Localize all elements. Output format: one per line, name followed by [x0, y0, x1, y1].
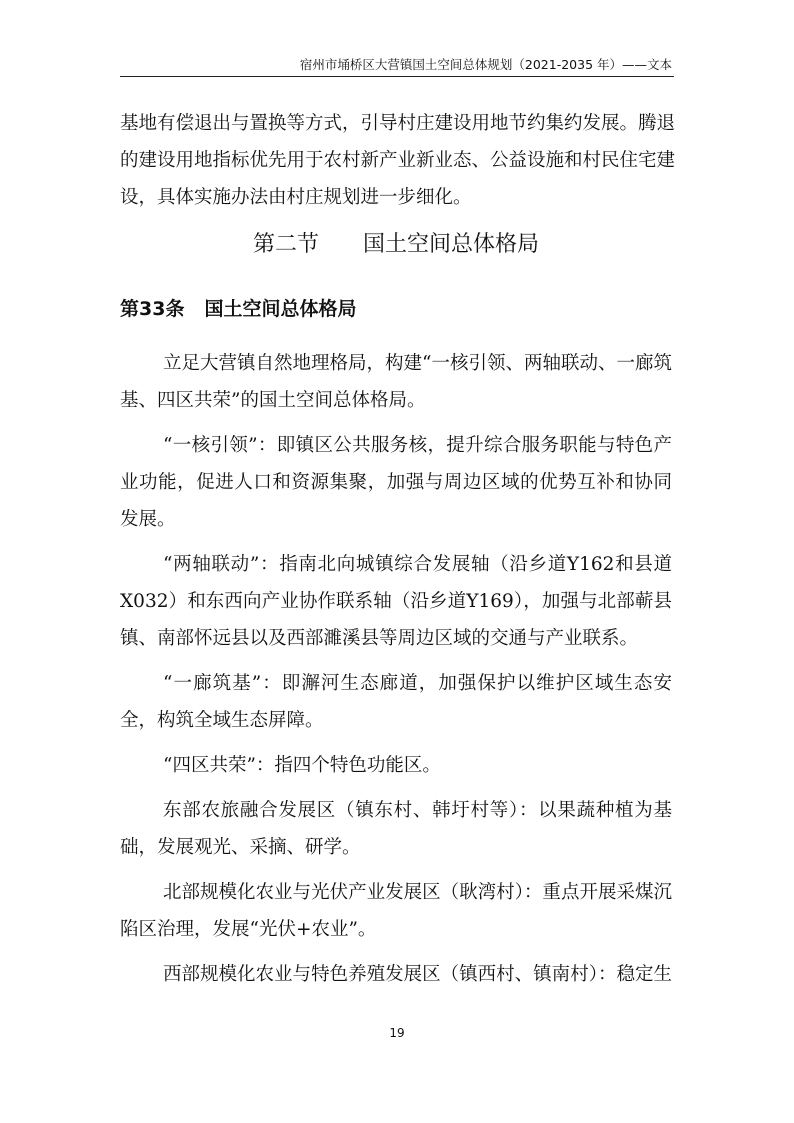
text-line: 西部规模化农业与特色养殖发展区（镇西村、镇南村）：稳定生: [163, 964, 672, 985]
text-line: “一核引领”：即镇区公共服务核，提升综合服务职能与特色产: [163, 435, 672, 456]
text-line: “两轴联动”：指南北向城镇综合发展轴（沿乡道Y162和县道: [163, 554, 672, 575]
article-heading: [120, 289, 672, 329]
paragraph: [120, 874, 672, 948]
text-line: 基地有偿退出与置换等方式，引导村庄建设用地节约集约发展。腾退: [120, 113, 676, 134]
text-line: “一廊筑基”：即澥河生态廊道，加强保护以维护区域生态安: [163, 673, 672, 694]
article-paragraphs: [120, 345, 672, 993]
section-heading: [120, 225, 672, 265]
paragraph: [120, 956, 672, 993]
text-line: 础，发展观光、采摘、研学。: [120, 837, 361, 858]
header-divider: [120, 76, 674, 77]
text-line: 东部农旅融合发展区（镇东村、韩圩村等）：以果蔬种植为基: [163, 800, 672, 821]
text-line: 镇、南部怀远县以及西部濉溪县等周边区域的交通与产业联系。: [120, 628, 639, 649]
page-number: 19: [389, 1026, 405, 1040]
paragraph: [120, 665, 672, 739]
text-line: 的建设用地指标优先用于农村新产业新业态、公益设施和村民住宅建: [120, 150, 676, 171]
paragraph: [120, 747, 672, 784]
intro-paragraph: [120, 105, 676, 216]
article-number: 第33条: [120, 298, 185, 320]
paragraph: [120, 427, 672, 538]
text-line: 设，具体实施办法由村庄规划进一步细化。: [120, 187, 472, 208]
section-title: 国土空间总体格局: [363, 232, 540, 257]
section-number: 第二节: [252, 232, 319, 257]
paragraph: [120, 792, 672, 866]
text-line: 发展。: [120, 509, 176, 530]
text-line: 立足大营镇自然地理格局，构建“一核引领、两轴联动、一廊筑: [163, 353, 672, 374]
text-line: 陷区治理，发展“光伏+农业”。: [120, 919, 377, 940]
text-line: 基、四区共荣”的国土空间总体格局。: [120, 390, 426, 411]
text-line: 全，构筑全域生态屏障。: [120, 710, 324, 731]
article-title: 国土空间总体格局: [204, 298, 357, 320]
running-header: 宿州市埇桥区大营镇国土空间总体规划（2021-2035 年）——文本: [299, 57, 672, 72]
paragraph: [120, 546, 672, 657]
text-line: 北部规模化农业与光伏产业发展区（耿湾村）：重点开展采煤沉: [163, 882, 672, 903]
text-line: 业功能，促进人口和资源集聚，加强与周边区域的优势互补和协同: [120, 472, 672, 493]
text-line: X032）和东西向产业协作联系轴（沿乡道Y169），加强与北部蕲县: [120, 591, 672, 612]
text-line: “四区共荣”：指四个特色功能区。: [163, 755, 441, 776]
paragraph: [120, 345, 672, 419]
document-body: [120, 105, 676, 1001]
